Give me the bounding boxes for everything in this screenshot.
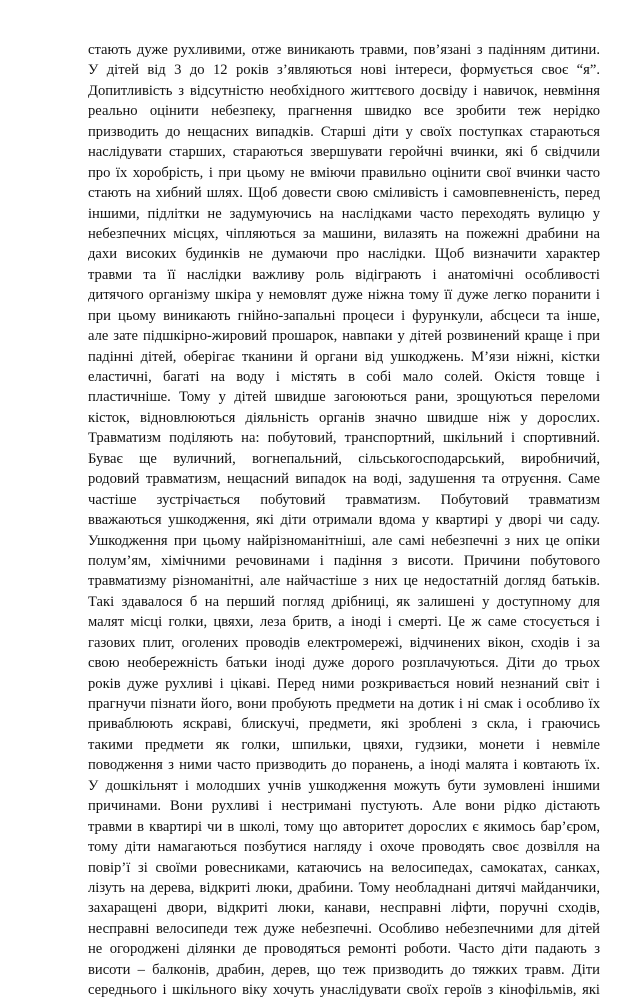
- text-line: але зате підшкірно-жировий прошарок, навпаки у дітей розвинений краще і при: [88, 328, 600, 345]
- text-line: Буває ще вуличний, вогнепальний, сільськогосподарський, виробничий,: [88, 450, 600, 467]
- text-line: середнього і шкільного віку хочуть унаслідувати своїх героїв з кінофільмів, які: [88, 982, 600, 999]
- text-line: лізуть на дерева, відкриті люки, драбини. Тому необладнані дитячі майданчики,: [88, 879, 600, 896]
- text-line: Травматизм поділяють на: побутовий, транспортний, шкільний і спортивний.: [88, 430, 600, 447]
- text-line: травми в квартирі чи в школі, тому що авторитет дорослих є якимось бар’єром,: [88, 818, 600, 835]
- text-line: призводить до нещасних випадків. Старші діти у своїх поступках стараються: [88, 123, 600, 140]
- text-line: реально оцінити небезпеку, прагнення швидко все зробити теж нерідко: [88, 103, 600, 120]
- text-line: іншими, підлітки не задумуючись на наслідками часто переходять вулицю у: [88, 205, 600, 222]
- text-line: про їх хоробрість, і при цьому не вміючи правильно оцінити свої вчинки часто: [88, 164, 600, 181]
- text-line: падінні дітей, оберігає тканини й органи від ушкоджень. М’язи ніжні, кістки: [88, 348, 600, 365]
- body-text: [88, 40, 600, 1001]
- text-line: прагнучи пізнати його, вони пробують предмети на дотик і ні смак і особливо їх: [88, 696, 600, 712]
- text-line: вважаються ушкодження, які діти отримали вдома у квартирі у дворі чи саду.: [88, 512, 600, 529]
- text-line: газових плит, оголених проводів електромережі, відчинених вікон, сходів і за: [88, 634, 600, 651]
- text-line: поводження з ними часто призводить до поранень, а іноді малята і ковтають їх.: [88, 757, 600, 774]
- text-line: частіше зустрічається побутовий травматизм. Побутовий травматизм: [88, 491, 600, 508]
- text-line: Допитливість з відсутністю необхідного життєвого досвіду і навичок, невміння: [88, 82, 600, 99]
- text-line: еластичні, багаті на воду і містять в собі мало солей. Окістя товще і: [88, 369, 600, 385]
- text-line: пластичніше. Тому у дітей швидше загоюються рани, зрощуються переломи: [88, 389, 600, 406]
- text-line: стають на хибний шлях. Щоб довести свою сміливість і самовпевненість, перед: [88, 185, 600, 202]
- text-line: травматизму різноманітні, але найчастіше з них це недостатній догляд батьків.: [88, 573, 600, 590]
- text-line: висоти – балконів, драбин, дерев, що теж призводить до тяжких травм. Діти: [88, 961, 600, 978]
- text-line: дитячого організму шкіра у немовлят дуже ніжна тому її дуже легко поранити і: [88, 287, 600, 304]
- text-line: свою необережність батьки іноді дуже дорого розплачуються. Діти до трьох: [88, 655, 600, 672]
- text-line: кісток, відновлюються діяльність органів значно швидше ніж у дорослих.: [88, 409, 600, 426]
- text-line: Ушкодження при цьому найрізноманітніші, але самі небезпечні з них це опіки: [88, 532, 600, 549]
- text-line: не огороджені ділянки де проводяться ремонті роботи. Часто діти падають з: [88, 941, 600, 958]
- text-line: наслідувати старших, стараються звершувати геройчні вчинки, які б свідчили: [88, 144, 600, 161]
- text-line: причинами. Вони рухливі і нестримані пустують. Але вони рідко дістають: [88, 798, 600, 815]
- text-line: повір’ї зі своїми ровесниками, катаючись на велосипедах, самокатах, санках,: [88, 859, 600, 876]
- text-line: захаращені двори, відкриті люки, канави, несправні ліфти, поручні сходів,: [88, 900, 600, 917]
- text-line: родовий травматизм, нещасний випадок на воді, задушення та отруєння. Саме: [88, 471, 600, 488]
- text-line: малят місці голки, цвяхи, леза бритв, а іноді і смерті. Це ж саме стосується і: [88, 614, 600, 631]
- text-line: такими предмети як голки, шпильки, цвяхи, гудзики, монети і невміле: [88, 736, 600, 753]
- text-line: У дітей від 3 до 12 років з’являються нові інтереси, формується своє “я”.: [88, 62, 600, 79]
- text-line: несправні велосипеди теж дуже небезпечні. Особливо небезпечними для дітей: [88, 920, 600, 937]
- text-line: при цьому виникають гнійно-запальні процеси і фурункули, абсцеси та інше,: [88, 307, 600, 324]
- text-line: дахи високих будинків не думаючи про наслідки. Щоб визначити характер: [88, 246, 600, 263]
- text-line: полум’ям, хімічними речовинами і падіння з висоти. Причини побутового: [88, 552, 600, 569]
- text-line: років дуже рухливі і цікаві. Перед ними розкривається новий незнаний світ і: [88, 675, 600, 692]
- text-line: приваблюють яскраві, блискучі, предмети, які зроблені з скла, і граючись: [88, 716, 600, 733]
- text-line: небезпечних місцях, чіпляються за машини, вилазять на пожежні драбини на: [88, 225, 600, 242]
- text-line: травми та її наслідки важливу роль відіграють і анатомічні особливості: [88, 266, 600, 283]
- text-line: Такі здавалося б на перший погляд дрібниці, як залишені у доступному для: [88, 593, 600, 610]
- text-line: У дошкільнят і молодших учнів ушкодження можуть бути зумовлені іншими: [88, 777, 600, 794]
- text-line: тому діти намагаються позбутися нагляду і охоче проводять своє дозвілля на: [88, 839, 600, 856]
- text-line: стають дуже рухливими, отже виникають травми, пов’язані з падінням дитини.: [88, 42, 600, 58]
